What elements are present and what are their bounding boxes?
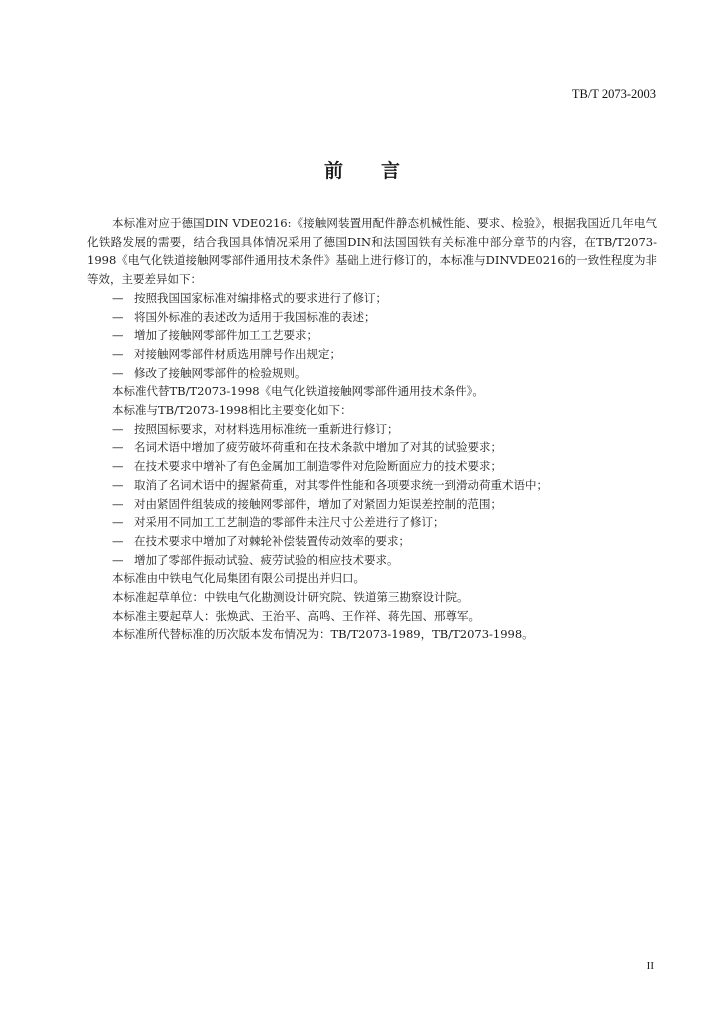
changes-intro: 本标准与TB/T2073-1998相比主要变化如下：: [112, 403, 352, 418]
dash-marker: —: [112, 459, 124, 474]
list-item-text: 取消了名词术语中的握紧荷重，对其零件性能和各项要求统一到滑动荷重术语中；: [134, 477, 548, 492]
dash-marker: —: [112, 290, 124, 305]
list-item: [87, 289, 657, 308]
version-history: 本标准所代替标准的历次版本发布情况为：TB/T2073-1989，TB/T2073-1998。: [112, 627, 534, 642]
list-item-text: 在技术要求中增补了有色金属加工制造零件对危险断面应力的技术要求；: [134, 459, 502, 474]
list-item-text: 对接触网零部件材质选用牌号作出规定；: [134, 346, 341, 361]
list-item: [87, 551, 657, 570]
list-item-text: 按照我国国家标准对编排格式的要求进行了修订；: [134, 290, 387, 305]
list-item-text: 按照国标要求，对材料选用标准统一重新进行修订；: [134, 421, 399, 436]
document-body: [87, 214, 657, 644]
list-item: [87, 495, 657, 514]
list-item-text: 对由紧固件组装成的接触网零部件，增加了对紧固力矩误差控制的范围；: [134, 496, 502, 511]
list-item: [87, 532, 657, 551]
list-item-text: 增加了接触网零部件加工工艺要求；: [134, 328, 318, 343]
list-item: [87, 326, 657, 345]
dash-marker: —: [112, 440, 124, 455]
changes-list: [87, 420, 657, 570]
list-item: [87, 513, 657, 532]
list-item: [87, 345, 657, 364]
list-item-text: 将国外标准的表述改为适用于我国标准的表述；: [134, 309, 376, 324]
list-item: [87, 420, 657, 439]
proposer-statement: 本标准由中铁电气化局集团有限公司提出并归口。: [112, 571, 365, 586]
dash-marker: —: [112, 328, 124, 343]
header-code: TB/T 2073-2003: [571, 87, 656, 101]
list-item-text: 增加了零部件振动试验、疲劳试验的相应技术要求。: [134, 552, 399, 567]
dash-marker: —: [112, 309, 124, 324]
differences-list: [87, 289, 657, 383]
page-number: II: [646, 960, 654, 972]
dash-marker: —: [112, 346, 124, 361]
intro-paragraph: 本标准对应于德国DIN VDE0216:《接触网装置用配件静态机械性能、要求、检验》，根据我国近几年电气化铁路发展的需要，结合我国具体情况采用了德国DIN和法国国铁有关标准中部分章节的内容，在TB/T2073-1998《电气化铁道接触网零部件通用技术条件》基础上进行修订的，本标准与DINVDE0216的一致性程度为非等效，主要差异如下：: [87, 216, 657, 287]
list-item: [87, 457, 657, 476]
dash-marker: —: [112, 552, 124, 567]
drafters: 本标准主要起草人：张焕武、王治平、高鸣、王作祥、蒋先国、邢尊军。: [112, 608, 480, 623]
dash-marker: —: [112, 477, 124, 492]
list-item: [87, 308, 657, 327]
list-item-text: 在技术要求中增加了对棘轮补偿装置传动效率的要求；: [134, 533, 410, 548]
list-item-text: 对采用不同加工工艺制造的零部件未注尺寸公差进行了修订；: [134, 515, 445, 530]
replaces-statement: 本标准代替TB/T2073-1998《电气化铁道接触网零部件通用技术条件》。: [112, 384, 484, 399]
list-item: [87, 476, 657, 495]
list-item-text: 修改了接触网零部件的检验规则。: [134, 365, 307, 380]
page-title: 前言: [323, 160, 438, 182]
dash-marker: —: [112, 515, 124, 530]
dash-marker: —: [112, 365, 124, 380]
dash-marker: —: [112, 421, 124, 436]
dash-marker: —: [112, 533, 124, 548]
list-item: [87, 438, 657, 457]
dash-marker: —: [112, 496, 124, 511]
list-item-text: 名词术语中增加了疲劳破坏荷重和在技术条款中增加了对其的试验要求；: [134, 440, 502, 455]
list-item: [87, 364, 657, 383]
drafting-units: 本标准起草单位：中铁电气化勘测设计研究院、铁道第三勘察设计院。: [112, 590, 469, 605]
